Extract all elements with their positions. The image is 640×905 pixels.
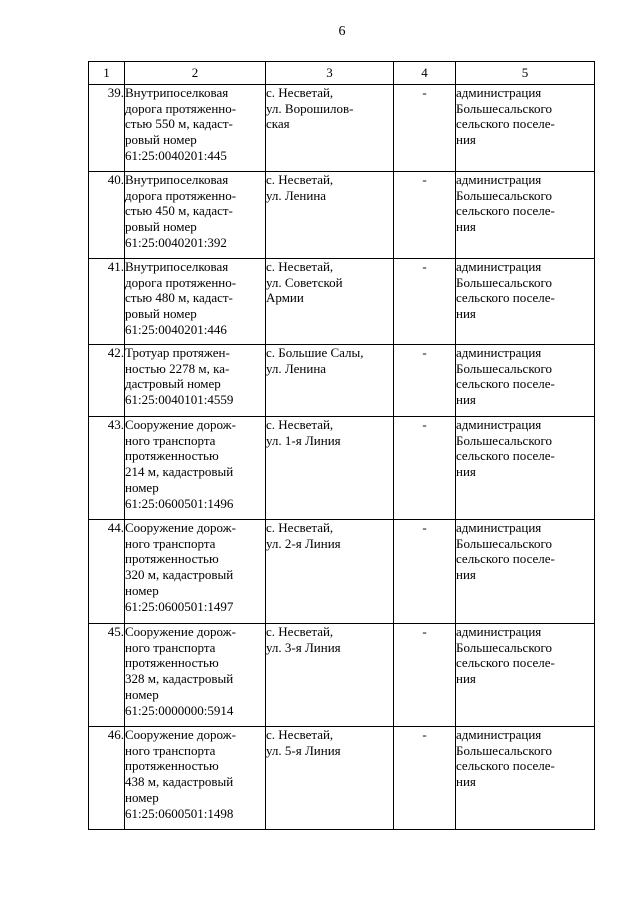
object-location: с. Большие Салы, ул. Ленина xyxy=(266,345,394,417)
row-number: 44. xyxy=(89,520,125,624)
object-location: с. Несветай, ул. 3-я Линия xyxy=(266,624,394,727)
object-description: Внутрипоселковая дорога протяженно- стью 550 м, кадаст- ровый номер 61:25:0040201:445 xyxy=(125,85,266,172)
object-description: Внутрипоселковая дорога протяженно- стью 450 м, кадаст- ровый номер 61:25:0040201:392 xyxy=(125,172,266,259)
object-description: Сооружение дорож- ного транспорта протяженностью 214 м, кадастровый номер 61:25:0600501:1496 xyxy=(125,417,266,520)
table-row xyxy=(89,417,595,520)
object-location: с. Несветай, ул. Советской Армии xyxy=(266,259,394,345)
object-description: Сооружение дорож- ного транспорта протяженностью 328 м, кадастровый номер 61:25:0000000:5914 xyxy=(125,624,266,727)
row-number: 43. xyxy=(89,417,125,520)
row-number: 46. xyxy=(89,727,125,830)
table-row xyxy=(89,345,595,417)
col4-value: - xyxy=(394,417,456,520)
row-number: 45. xyxy=(89,624,125,727)
object-location: с. Несветай, ул. Ленина xyxy=(266,172,394,259)
object-description: Сооружение дорож- ного транспорта протяженностью 438 м, кадастровый номер 61:25:0600501:1498 xyxy=(125,727,266,830)
owner: администрация Большесальского сельского поселе- ния xyxy=(456,727,595,830)
object-location: с. Несветай, ул. Ворошилов- ская xyxy=(266,85,394,172)
owner: администрация Большесальского сельского поселе- ния xyxy=(456,259,595,345)
col4-value: - xyxy=(394,85,456,172)
object-location: с. Несветай, ул. 1-я Линия xyxy=(266,417,394,520)
row-number: 40. xyxy=(89,172,125,259)
table-row xyxy=(89,172,595,259)
header-col-4: 4 xyxy=(394,62,456,85)
header-col-1: 1 xyxy=(89,62,125,85)
object-location: с. Несветай, ул. 5-я Линия xyxy=(266,727,394,830)
owner: администрация Большесальского сельского поселе- ния xyxy=(456,172,595,259)
header-col-5: 5 xyxy=(456,62,595,85)
object-description: Сооружение дорож- ного транспорта протяженностью 320 м, кадастровый номер 61:25:0600501:1497 xyxy=(125,520,266,624)
object-location: с. Несветай, ул. 2-я Линия xyxy=(266,520,394,624)
registry-table xyxy=(88,61,595,830)
owner: администрация Большесальского сельского поселе- ния xyxy=(456,520,595,624)
owner: администрация Большесальского сельского поселе- ния xyxy=(456,417,595,520)
col4-value: - xyxy=(394,624,456,727)
table-row xyxy=(89,520,595,624)
col4-value: - xyxy=(394,520,456,624)
page-number: 6 xyxy=(338,24,346,39)
object-description: Тротуар протяжен- ностью 2278 м, ка- дастровый номер 61:25:0040101:4559 xyxy=(125,345,266,417)
table-row xyxy=(89,259,595,345)
col4-value: - xyxy=(394,172,456,259)
table-row xyxy=(89,85,595,172)
col4-value: - xyxy=(394,345,456,417)
object-description: Внутрипоселковая дорога протяженно- стью 480 м, кадаст- ровый номер 61:25:0040201:446 xyxy=(125,259,266,345)
row-number: 42. xyxy=(89,345,125,417)
owner: администрация Большесальского сельского поселе- ния xyxy=(456,345,595,417)
row-number: 41. xyxy=(89,259,125,345)
owner: администрация Большесальского сельского поселе- ния xyxy=(456,624,595,727)
row-number: 39. xyxy=(89,85,125,172)
table-row xyxy=(89,727,595,830)
owner: администрация Большесальского сельского поселе- ния xyxy=(456,85,595,172)
table-row xyxy=(89,624,595,727)
header-col-2: 2 xyxy=(125,62,266,85)
col4-value: - xyxy=(394,727,456,830)
col4-value: - xyxy=(394,259,456,345)
header-col-3: 3 xyxy=(266,62,394,85)
header-row xyxy=(89,62,595,85)
